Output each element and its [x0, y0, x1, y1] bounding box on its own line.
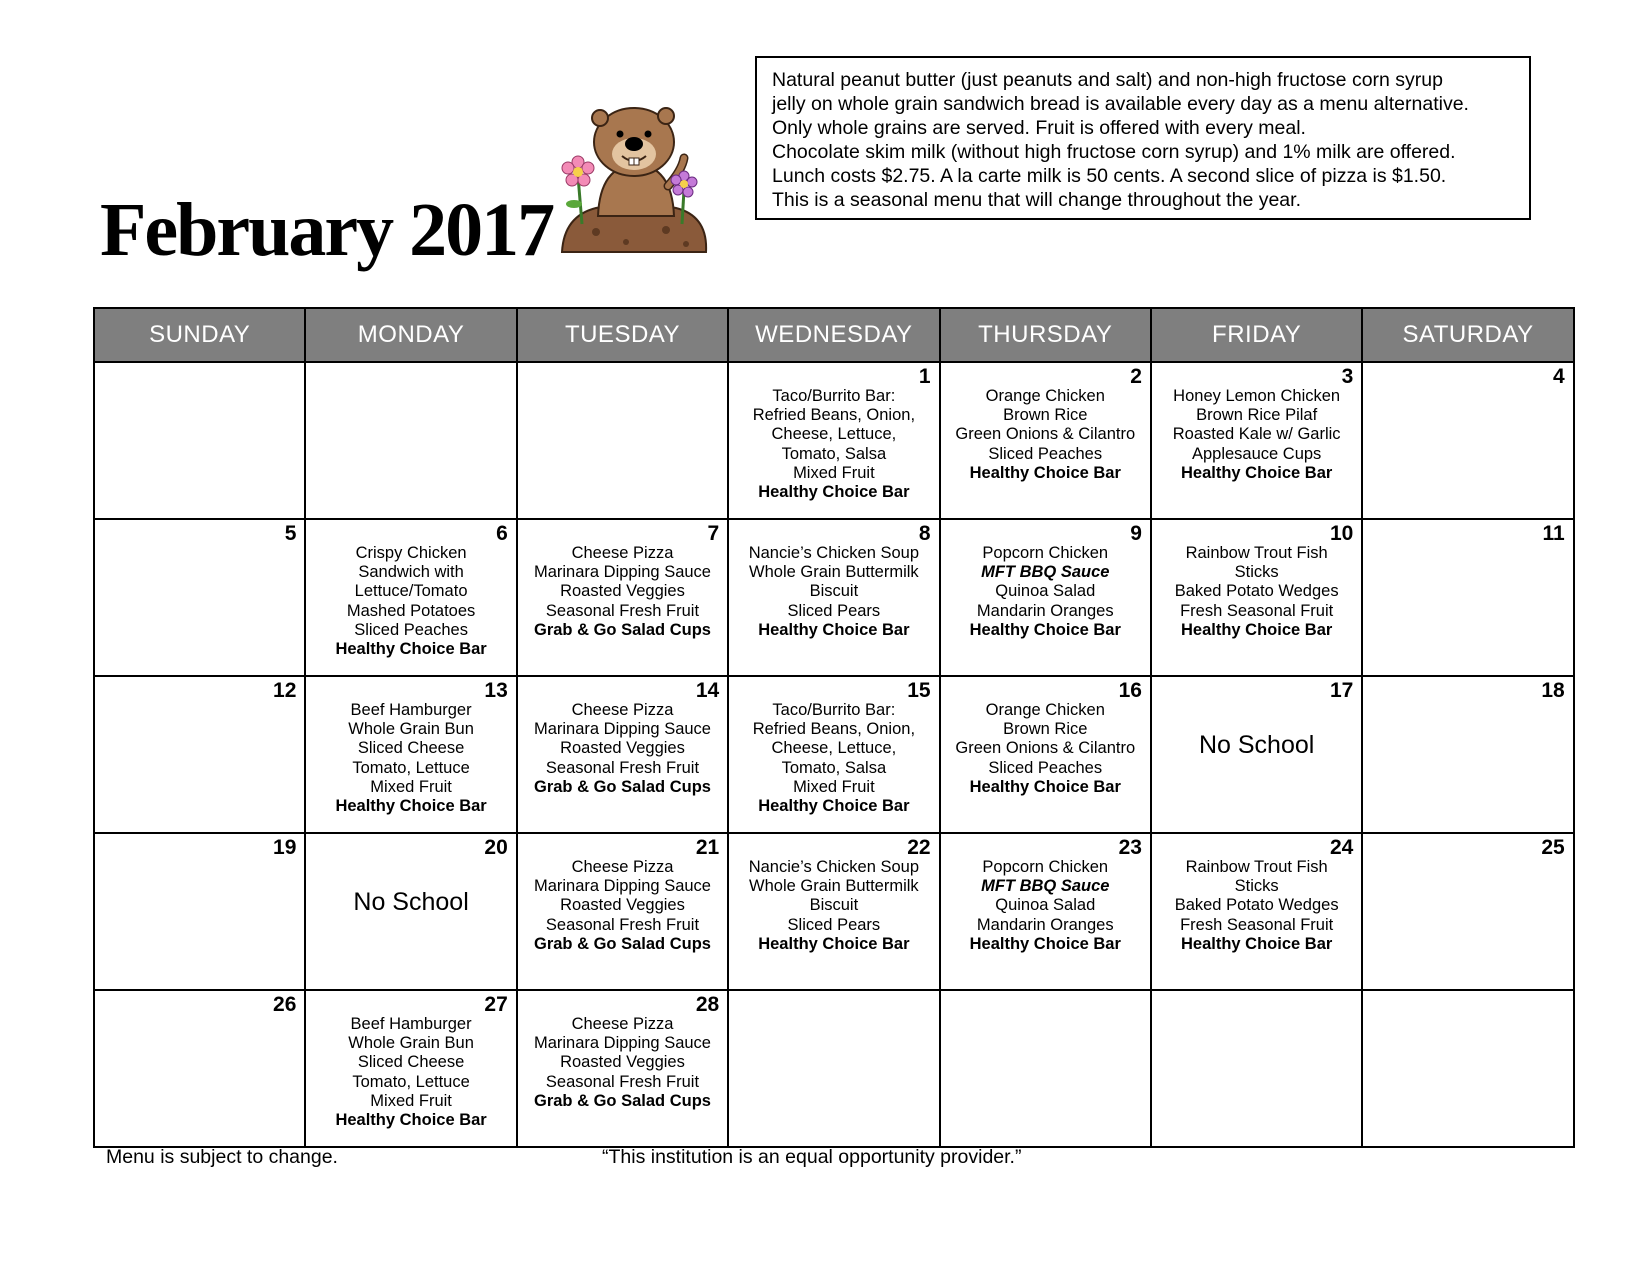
menu-list [306, 1015, 515, 1130]
footer-disclaimer: Menu is subject to change. [106, 1146, 338, 1168]
menu-item: Whole Grain Bun [348, 720, 474, 739]
day-cell [940, 833, 1151, 990]
calendar-week-row [94, 833, 1574, 990]
menu-item: Tomato, Salsa [781, 444, 887, 463]
menu-item: Orange Chicken [985, 701, 1105, 719]
weekday-header: TUESDAY [517, 308, 728, 362]
menu-item: Sliced Pears [787, 915, 881, 934]
menu-item: Sandwich with [358, 563, 464, 582]
menu-item: Whole Grain Buttermilk [749, 563, 919, 582]
day-number: 13 [484, 679, 508, 702]
day-cell [1151, 362, 1362, 519]
menu-item: Taco/Burrito Bar: [772, 387, 896, 405]
menu-item: Whole Grain Bun [348, 1034, 474, 1053]
menu-item: Mixed Fruit [793, 777, 875, 796]
menu-item: Baked Potato Wedges [1174, 582, 1339, 601]
menu-item: Roasted Veggies [560, 1053, 685, 1072]
menu-item: Refried Beans, Onion, [752, 720, 916, 739]
menu-list [518, 858, 727, 954]
menu-item: Marinara Dipping Sauce [533, 1034, 711, 1053]
menu-item: Orange Chicken [985, 387, 1105, 405]
menu-item: Fresh Seasonal Fruit [1180, 601, 1334, 620]
menu-item: Cheese, Lettuce, [771, 739, 897, 758]
day-cell [94, 833, 305, 990]
menu-item: Roasted Kale w/ Garlic [1172, 425, 1341, 444]
menu-item: Grab & Go Salad Cups [534, 777, 711, 796]
info-line: jelly on whole grain sandwich bread is available every day as a menu alternative. [772, 93, 1469, 115]
day-cell [940, 676, 1151, 833]
menu-calendar [93, 307, 1575, 1148]
menu-item: Marinara Dipping Sauce [533, 720, 711, 739]
menu-item: Fresh Seasonal Fruit [1180, 915, 1334, 934]
menu-item: Healthy Choice Bar [758, 797, 910, 816]
menu-item: Healthy Choice Bar [335, 1111, 487, 1130]
day-cell [940, 362, 1151, 519]
menu-item: Beef Hamburger [350, 701, 472, 719]
day-number: 26 [273, 993, 297, 1016]
day-cell [1151, 990, 1362, 1147]
menu-item: Seasonal Fresh Fruit [545, 1072, 700, 1091]
groundhog-icon [556, 96, 716, 266]
day-number: 3 [1341, 365, 1354, 388]
weekday-header: WEDNESDAY [728, 308, 939, 362]
day-cell [305, 990, 516, 1147]
day-number: 8 [918, 522, 931, 545]
menu-item: Sticks [1234, 877, 1279, 896]
menu-item: Cheese Pizza [571, 1015, 674, 1033]
menu-item: Sliced Pears [787, 601, 881, 620]
menu-item: Roasted Veggies [560, 739, 685, 758]
menu-item: Green Onions & Cilantro [955, 739, 1136, 758]
menu-item: Nancie’s Chicken Soup [748, 858, 920, 876]
menu-item: Lettuce/Tomato [354, 582, 468, 601]
no-school-label: No School [353, 888, 469, 916]
info-line: Only whole grains are served. Fruit is offered with every meal. [772, 117, 1306, 139]
calendar-week-row [94, 990, 1574, 1147]
menu-item: Whole Grain Buttermilk [749, 877, 919, 896]
menu-list [941, 387, 1150, 483]
menu-item: Mixed Fruit [370, 777, 452, 796]
day-cell [94, 990, 305, 1147]
day-cell [728, 990, 939, 1147]
menu-item: Grab & Go Salad Cups [534, 620, 711, 639]
info-line: Natural peanut butter (just peanuts and salt) and non-high fructose corn syrup [772, 69, 1443, 91]
menu-item: Applesauce Cups [1191, 444, 1322, 463]
menu-item: Healthy Choice Bar [969, 777, 1121, 796]
menu-item: Cheese Pizza [571, 858, 674, 876]
day-cell [1362, 676, 1573, 833]
menu-item: Popcorn Chicken [982, 858, 1109, 876]
menu-list [518, 1015, 727, 1111]
day-number: 7 [707, 522, 720, 545]
day-number: 24 [1329, 836, 1354, 859]
menu-item: Refried Beans, Onion, [752, 406, 916, 425]
day-number: 17 [1329, 679, 1354, 702]
day-number: 4 [1553, 365, 1565, 388]
menu-item: Brown Rice [1003, 406, 1088, 425]
menu-item: Cheese Pizza [571, 701, 674, 719]
day-number: 25 [1541, 836, 1565, 859]
page-title: February 2017 [100, 188, 554, 272]
menu-item: Quinoa Salad [995, 896, 1096, 915]
menu-list [518, 701, 727, 797]
calendar-week-row [94, 676, 1574, 833]
menu-item: Healthy Choice Bar [969, 934, 1121, 953]
day-number: 16 [1118, 679, 1142, 702]
day-cell [517, 519, 728, 676]
menu-item: Seasonal Fresh Fruit [545, 915, 700, 934]
menu-item: Baked Potato Wedges [1174, 896, 1339, 915]
day-cell [1151, 676, 1362, 833]
day-number: 10 [1329, 522, 1354, 545]
day-number: 11 [1542, 522, 1565, 545]
menu-item: Healthy Choice Bar [758, 620, 910, 639]
menu-item: Healthy Choice Bar [758, 934, 910, 953]
menu-list [729, 858, 938, 954]
menu-item: MFT BBQ Sauce [981, 877, 1110, 896]
day-cell [305, 519, 516, 676]
menu-list [729, 387, 938, 502]
menu-item: Tomato, Lettuce [352, 1072, 470, 1091]
menu-list [306, 544, 515, 659]
day-cell [1362, 362, 1573, 519]
menu-list [941, 544, 1150, 640]
menu-item: Biscuit [809, 582, 859, 601]
info-line: Chocolate skim milk (without high fructose corn syrup) and 1% milk are offered. [772, 141, 1456, 163]
menu-list [518, 544, 727, 640]
day-cell [728, 362, 939, 519]
menu-item: Healthy Choice Bar [335, 640, 487, 659]
menu-item: Healthy Choice Bar [1181, 934, 1333, 953]
day-number: 15 [907, 679, 931, 702]
menu-item: Quinoa Salad [995, 582, 1096, 601]
menu-item: Beef Hamburger [350, 1015, 472, 1033]
day-cell [517, 833, 728, 990]
day-number: 9 [1130, 522, 1142, 545]
day-cell [305, 833, 516, 990]
weekday-header: FRIDAY [1151, 308, 1362, 362]
day-number: 23 [1118, 836, 1142, 859]
day-number: 27 [484, 993, 508, 1016]
menu-item: Mandarin Oranges [976, 915, 1114, 934]
weekday-header: THURSDAY [940, 308, 1151, 362]
day-cell [1151, 833, 1362, 990]
menu-item: Cheese Pizza [571, 544, 674, 562]
menu-item: Grab & Go Salad Cups [534, 934, 711, 953]
day-cell [94, 519, 305, 676]
menu-item: Sliced Peaches [988, 444, 1103, 463]
day-number: 19 [273, 836, 297, 859]
menu-item: Marinara Dipping Sauce [533, 563, 711, 582]
menu-list [1152, 544, 1361, 640]
menu-list [729, 701, 938, 816]
footer-equal-opportunity: “This institution is an equal opportunity provider.” [602, 1146, 1022, 1168]
day-number: 22 [907, 836, 931, 859]
menu-list [1152, 387, 1361, 483]
day-number: 2 [1130, 365, 1142, 388]
day-cell [94, 676, 305, 833]
info-line: Lunch costs $2.75. A la carte milk is 50 cents. A second slice of pizza is $1.50. [772, 165, 1447, 187]
day-cell [517, 362, 728, 519]
menu-item: Green Onions & Cilantro [955, 425, 1136, 444]
no-school-label: No School [1198, 731, 1315, 759]
menu-item: Sliced Peaches [354, 620, 468, 639]
menu-item: Sliced Cheese [357, 1053, 465, 1072]
menu-item: Roasted Veggies [560, 582, 685, 601]
menu-item: Tomato, Lettuce [352, 758, 470, 777]
day-cell [517, 676, 728, 833]
day-cell [305, 362, 516, 519]
menu-item: Sticks [1234, 563, 1279, 582]
menu-item: Cheese, Lettuce, [771, 425, 897, 444]
calendar-week-row [94, 362, 1574, 519]
day-cell [728, 833, 939, 990]
menu-item: Sliced Cheese [357, 739, 465, 758]
day-cell [940, 519, 1151, 676]
menu-item: Crispy Chicken [355, 544, 467, 562]
menu-item: Roasted Veggies [560, 896, 685, 915]
menu-item: Healthy Choice Bar [969, 620, 1121, 639]
weekday-header-row [94, 308, 1574, 362]
day-number: 1 [918, 365, 931, 388]
menu-list [941, 701, 1150, 797]
menu-item: Brown Rice [1003, 720, 1088, 739]
info-line: This is a seasonal menu that will change throughout the year. [772, 189, 1301, 211]
menu-item: Rainbow Trout Fish [1185, 858, 1328, 876]
day-cell [940, 990, 1151, 1147]
menu-item: Brown Rice Pilaf [1196, 406, 1318, 425]
menu-item: Mixed Fruit [793, 463, 875, 482]
menu-item: Healthy Choice Bar [969, 463, 1121, 482]
weekday-header: MONDAY [305, 308, 516, 362]
day-cell [517, 990, 728, 1147]
menu-item: Seasonal Fresh Fruit [545, 758, 700, 777]
menu-item: Biscuit [809, 896, 859, 915]
day-number: 12 [273, 679, 297, 702]
menu-info-box [755, 56, 1531, 220]
day-number: 18 [1541, 679, 1565, 702]
day-number: 5 [284, 522, 297, 545]
menu-list [729, 544, 938, 640]
menu-list [1152, 858, 1361, 954]
menu-item: Marinara Dipping Sauce [533, 877, 711, 896]
day-cell [1151, 519, 1362, 676]
day-cell [94, 362, 305, 519]
day-cell [1362, 833, 1573, 990]
menu-item: Tomato, Salsa [781, 758, 887, 777]
menu-item: MFT BBQ Sauce [981, 563, 1110, 582]
menu-item: Taco/Burrito Bar: [772, 701, 896, 719]
menu-list [941, 858, 1150, 954]
menu-item: Honey Lemon Chicken [1173, 387, 1341, 405]
menu-item: Mashed Potatoes [346, 601, 476, 620]
day-cell [728, 519, 939, 676]
menu-item: Nancie’s Chicken Soup [748, 544, 920, 562]
menu-item: Healthy Choice Bar [1181, 463, 1333, 482]
menu-item: Grab & Go Salad Cups [534, 1091, 711, 1110]
menu-item: Popcorn Chicken [982, 544, 1109, 562]
menu-item: Sliced Peaches [988, 758, 1103, 777]
menu-item: Healthy Choice Bar [335, 797, 487, 816]
menu-item: Mixed Fruit [370, 1091, 452, 1110]
menu-item: Mandarin Oranges [976, 601, 1114, 620]
weekday-header: SATURDAY [1362, 308, 1573, 362]
day-cell [1362, 990, 1573, 1147]
day-number: 20 [484, 836, 508, 859]
day-number: 28 [695, 993, 720, 1016]
day-cell [728, 676, 939, 833]
day-cell [305, 676, 516, 833]
menu-item: Healthy Choice Bar [1181, 620, 1333, 639]
calendar-week-row [94, 519, 1574, 676]
weekday-header: SUNDAY [94, 308, 305, 362]
day-number: 14 [695, 679, 720, 702]
day-cell [1362, 519, 1573, 676]
day-number: 21 [695, 836, 720, 859]
menu-item: Rainbow Trout Fish [1185, 544, 1328, 562]
day-number: 6 [496, 522, 508, 545]
menu-list [306, 701, 515, 816]
menu-item: Seasonal Fresh Fruit [545, 601, 700, 620]
menu-item: Healthy Choice Bar [758, 483, 910, 502]
